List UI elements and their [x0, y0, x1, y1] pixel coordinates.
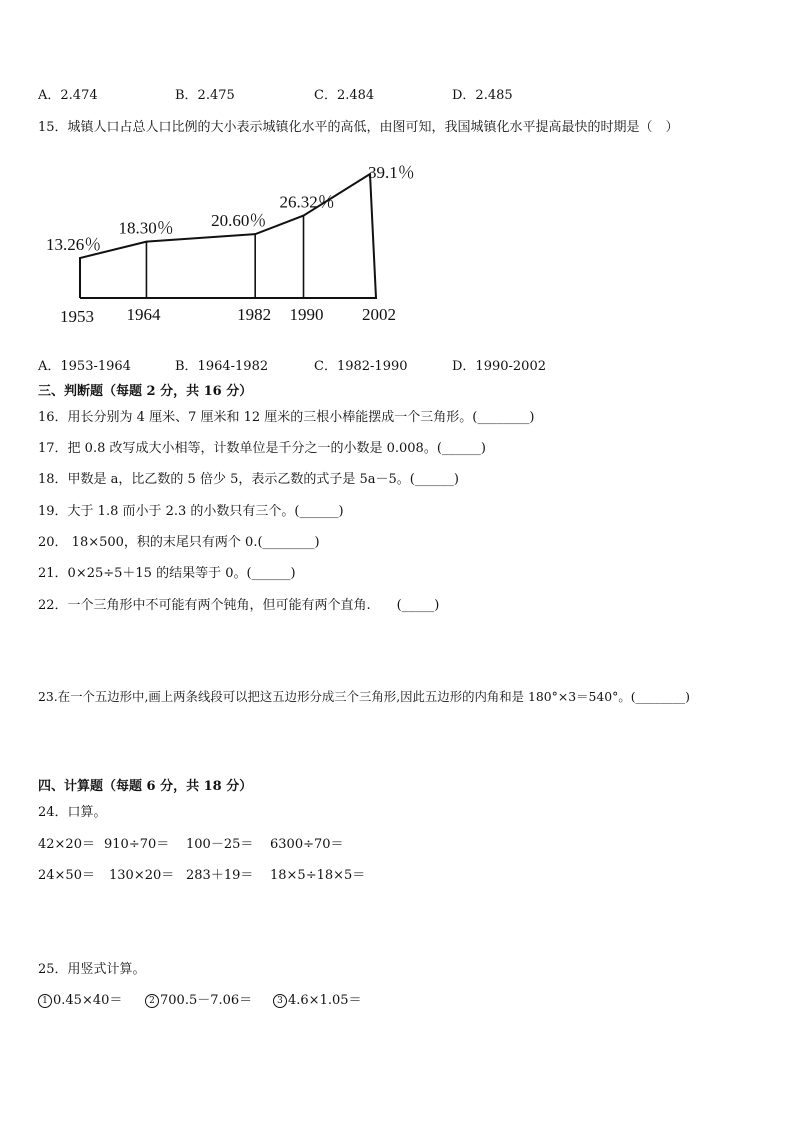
- q14-option-b: B．2.475: [175, 88, 235, 103]
- q19: 19．大于 1.8 而小于 2.3 的小数只有三个。(______): [38, 504, 344, 519]
- chart-x-tick-label: 1953: [60, 307, 94, 326]
- q24-stem: 24．口算。: [38, 805, 107, 820]
- chart-value-label: 39.1％: [368, 163, 415, 182]
- q25-item-1-text: 0.45×40＝: [53, 993, 123, 1008]
- q20: 20． 18×500，积的末尾只有两个 0.(________): [38, 535, 320, 550]
- q24-r2-c1: 24×50＝: [38, 868, 95, 883]
- chart-x-tick-label: 2002: [362, 305, 396, 324]
- circled-number-3: 3: [273, 994, 287, 1008]
- q24-r2-c2: 130×20＝: [109, 868, 175, 883]
- section3-heading: 三、判断题（每题 2 分，共 16 分）: [38, 384, 253, 399]
- q24-r2-c4: 18×5÷18×5＝: [270, 868, 366, 883]
- q24-r2-c3: 283＋19＝: [186, 868, 254, 883]
- q22: 22．一个三角形中不可能有两个钝角，但可能有两个直角. (_____): [38, 598, 440, 613]
- q25-item-1: [38, 989, 122, 1008]
- q24-r1-c1: 42×20＝: [38, 837, 95, 852]
- q18: 18．甲数是 a，比乙数的 5 倍少 5，表示乙数的式子是 5a－5。(______): [38, 472, 459, 487]
- q15-option-c: C．1982-1990: [314, 359, 408, 374]
- q24-r1-c3: 100－25＝: [186, 837, 254, 852]
- chart-x-tick-label: 1990: [289, 305, 324, 324]
- chart-x-tick-label: 1982: [237, 305, 272, 324]
- q15-option-d: D．1990-2002: [452, 359, 546, 374]
- chart-value-label: 13.26％: [46, 235, 102, 254]
- q14-option-d: D．2.485: [452, 88, 513, 103]
- q25-item-2-text: 700.5－7.06＝: [160, 993, 253, 1008]
- chart-value-label: 26.32％: [279, 192, 335, 212]
- q25-stem: 25．用竖式计算。: [38, 962, 146, 977]
- q24-r1-c2: 910÷70＝: [104, 837, 170, 852]
- q23: 23.在一个五边形中,画上两条线段可以把这五边形分成三个三角形,因此五边形的内角和是 180°×3＝540°。(________): [38, 689, 690, 704]
- circled-number-2: 2: [145, 994, 159, 1008]
- circled-number-1: 1: [38, 994, 52, 1008]
- q15-option-b: B．1964-1982: [175, 359, 269, 374]
- chart-value-label: 18.30％: [118, 218, 174, 238]
- q21: 21．0×25÷5＋15 的结果等于 0。(______): [38, 566, 296, 581]
- chart-x-tick-label: 1964: [126, 305, 161, 324]
- q25-item-3: [273, 989, 362, 1008]
- q14-option-a: A．2.474: [38, 88, 98, 103]
- q17: 17．把 0.8 改写成大小相等，计数单位是千分之一的小数是 0.008。(______): [38, 441, 486, 456]
- q15-option-a: A．1953-1964: [38, 359, 131, 374]
- q15-stem: 15．城镇人口占总人口比例的大小表示城镇化水平的高低，由图可知，我国城镇化水平提高最快的时期是（ ）: [38, 120, 679, 135]
- q25-item-2: [145, 989, 252, 1008]
- q24-r1-c4: 6300÷70＝: [270, 837, 344, 852]
- chart-value-label: 20.60％: [211, 211, 267, 231]
- q16: 16．用长分别为 4 厘米、7 厘米和 12 厘米的三根小棒能摆成一个三角形。(________): [38, 410, 535, 425]
- q25-item-3-text: 4.6×1.05＝: [288, 993, 362, 1008]
- q14-option-c: C．2.484: [314, 88, 375, 103]
- section4-heading: 四、计算题（每题 6 分，共 18 分）: [38, 779, 253, 794]
- urbanization-chart: [38, 160, 438, 335]
